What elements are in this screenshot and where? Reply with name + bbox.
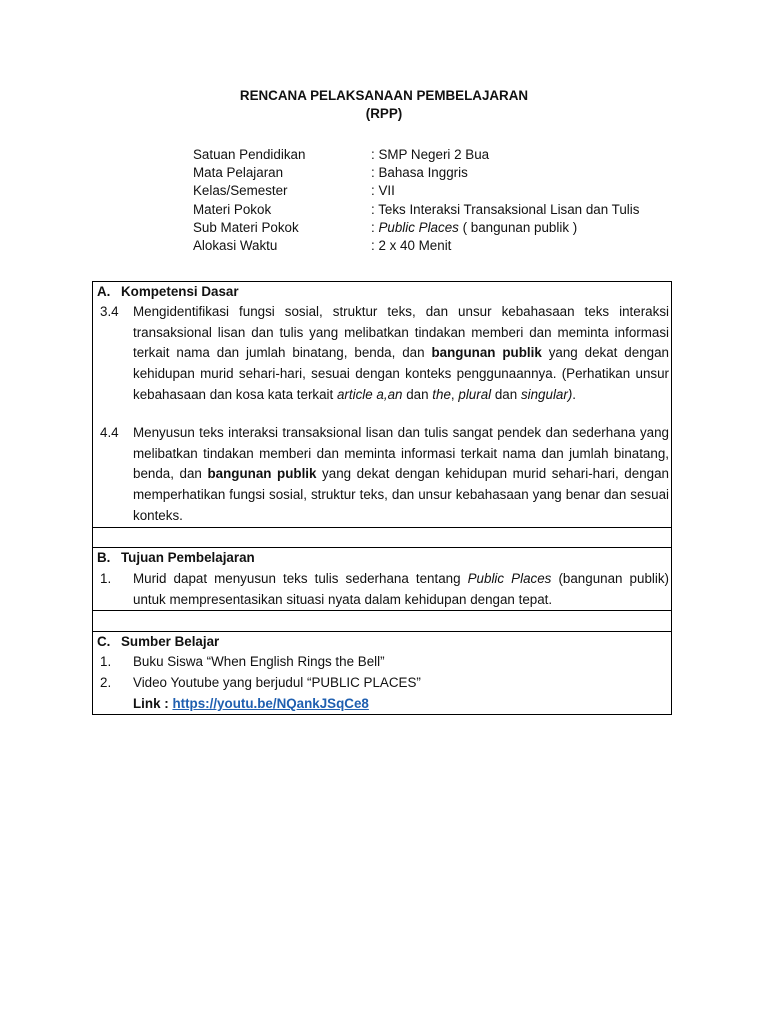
section-kompetensi-dasar [92, 281, 672, 528]
text-run: yang dekat dengan kehidupan murid sehari-hari, sesuai dengan konteks penggunaannya. (Perhatikan unsur kebahasaan dan kosa kata terkait [133, 345, 669, 402]
item-text [133, 694, 669, 715]
document-subtitle: (RPP) [365, 106, 403, 121]
text-run: Menyusun teks interaksi transaksional lisan dan tulis sangat pendek dan sederhana yang melibatkan tindakan memberi dan meminta informasi terkait nama dan jumlah binatang, benda, dan [133, 425, 669, 482]
meta-label: Sub Materi Pokok [193, 219, 299, 235]
italic-run: plural [458, 386, 492, 402]
meta-row-school [193, 146, 713, 164]
section-title: Kompetensi Dasar [121, 284, 239, 299]
meta-row-subject [193, 164, 713, 182]
italic-run: Public Places [467, 571, 552, 586]
item-text [133, 423, 669, 527]
item-text: Buku Siswa “When English Rings the Bell” [133, 654, 385, 669]
identity-block [193, 146, 713, 255]
item-text [133, 569, 669, 610]
section-heading [97, 282, 239, 302]
item-text: Video Youtube yang berjudul “PUBLIC PLACES” [133, 675, 421, 690]
meta-value-prefix: : [371, 219, 379, 235]
italic-run: article a,an [336, 386, 403, 402]
text-run: dan [491, 386, 521, 402]
item-number: 4.4 [100, 425, 119, 440]
meta-value: : Bahasa Inggris [371, 165, 468, 181]
meta-label: Materi Pokok [193, 201, 272, 217]
text-run: Murid dapat menyusun teks tulis sederhana tentang [133, 571, 468, 586]
italic-run: the [432, 386, 451, 402]
text-run: , [450, 386, 459, 402]
meta-row-time [193, 237, 713, 255]
meta-row-class [193, 182, 713, 200]
section-letter: C. [97, 634, 111, 649]
meta-value-rest: ( bangunan publik ) [458, 219, 578, 235]
meta-value-italic: Public Places [378, 219, 459, 235]
item-number: 1. [100, 571, 112, 586]
bold-run: bangunan publik [431, 345, 542, 361]
section-letter: A. [97, 284, 111, 299]
text-run: yang dekat dengan kehidupan murid sehari-hari, dengan memperhatikan fungsi sosial, struktur teks, dan unsur kebahasaan yang benar dan sesuai konteks. [133, 466, 669, 523]
section-letter: B. [97, 550, 111, 565]
meta-value: : Teks Interaksi Transaksional Lisan dan Tulis [371, 201, 640, 217]
section-tujuan-pembelajaran [92, 547, 672, 611]
meta-label: Kelas/Semester [193, 183, 288, 199]
text-run: dan [402, 386, 433, 402]
meta-row-material [193, 201, 713, 219]
bold-run: bangunan publik [207, 466, 317, 482]
italic-run: singular) [520, 386, 573, 402]
section-title: Sumber Belajar [121, 634, 220, 649]
document-title: RENCANA PELAKSANAAN PEMBELAJARAN [239, 88, 529, 103]
item-number: 3.4 [100, 304, 119, 319]
link-label: Link : [133, 696, 173, 711]
section-title: Tujuan Pembelajaran [121, 550, 255, 565]
meta-label: Satuan Pendidikan [193, 147, 306, 162]
meta-value: : VII [371, 183, 395, 199]
text-run: . [572, 386, 577, 402]
youtube-link[interactable]: https://youtu.be/NQankJSqCe8 [172, 696, 369, 711]
meta-label: Mata Pelajaran [193, 165, 284, 181]
meta-row-submaterial [193, 219, 713, 237]
table-spacer-row [92, 527, 672, 548]
section-heading [97, 548, 255, 568]
item-text [133, 302, 669, 406]
meta-value: : SMP Negeri 2 Bua [371, 147, 490, 162]
meta-value: : 2 x 40 Menit [371, 237, 452, 253]
item-number: 1. [100, 654, 112, 669]
section-sumber-belajar [92, 631, 672, 715]
meta-value [371, 219, 577, 237]
text-run: Mengidentifikasi fungsi sosial, struktur teks, dan unsur kebahasaan teks interaksi transaksional lisan dan tulis yang melibatkan tindakan memberi dan meminta informasi terkait nama dan jumlah binatang, benda, dan [133, 304, 669, 361]
item-number: 2. [100, 675, 112, 690]
meta-label: Alokasi Waktu [193, 237, 278, 253]
table-spacer-row [92, 610, 672, 632]
section-heading [97, 632, 219, 652]
text-run: (bangunan publik) untuk mempresentasikan situasi nyata dalam kehidupan dengan tepat. [133, 571, 670, 607]
